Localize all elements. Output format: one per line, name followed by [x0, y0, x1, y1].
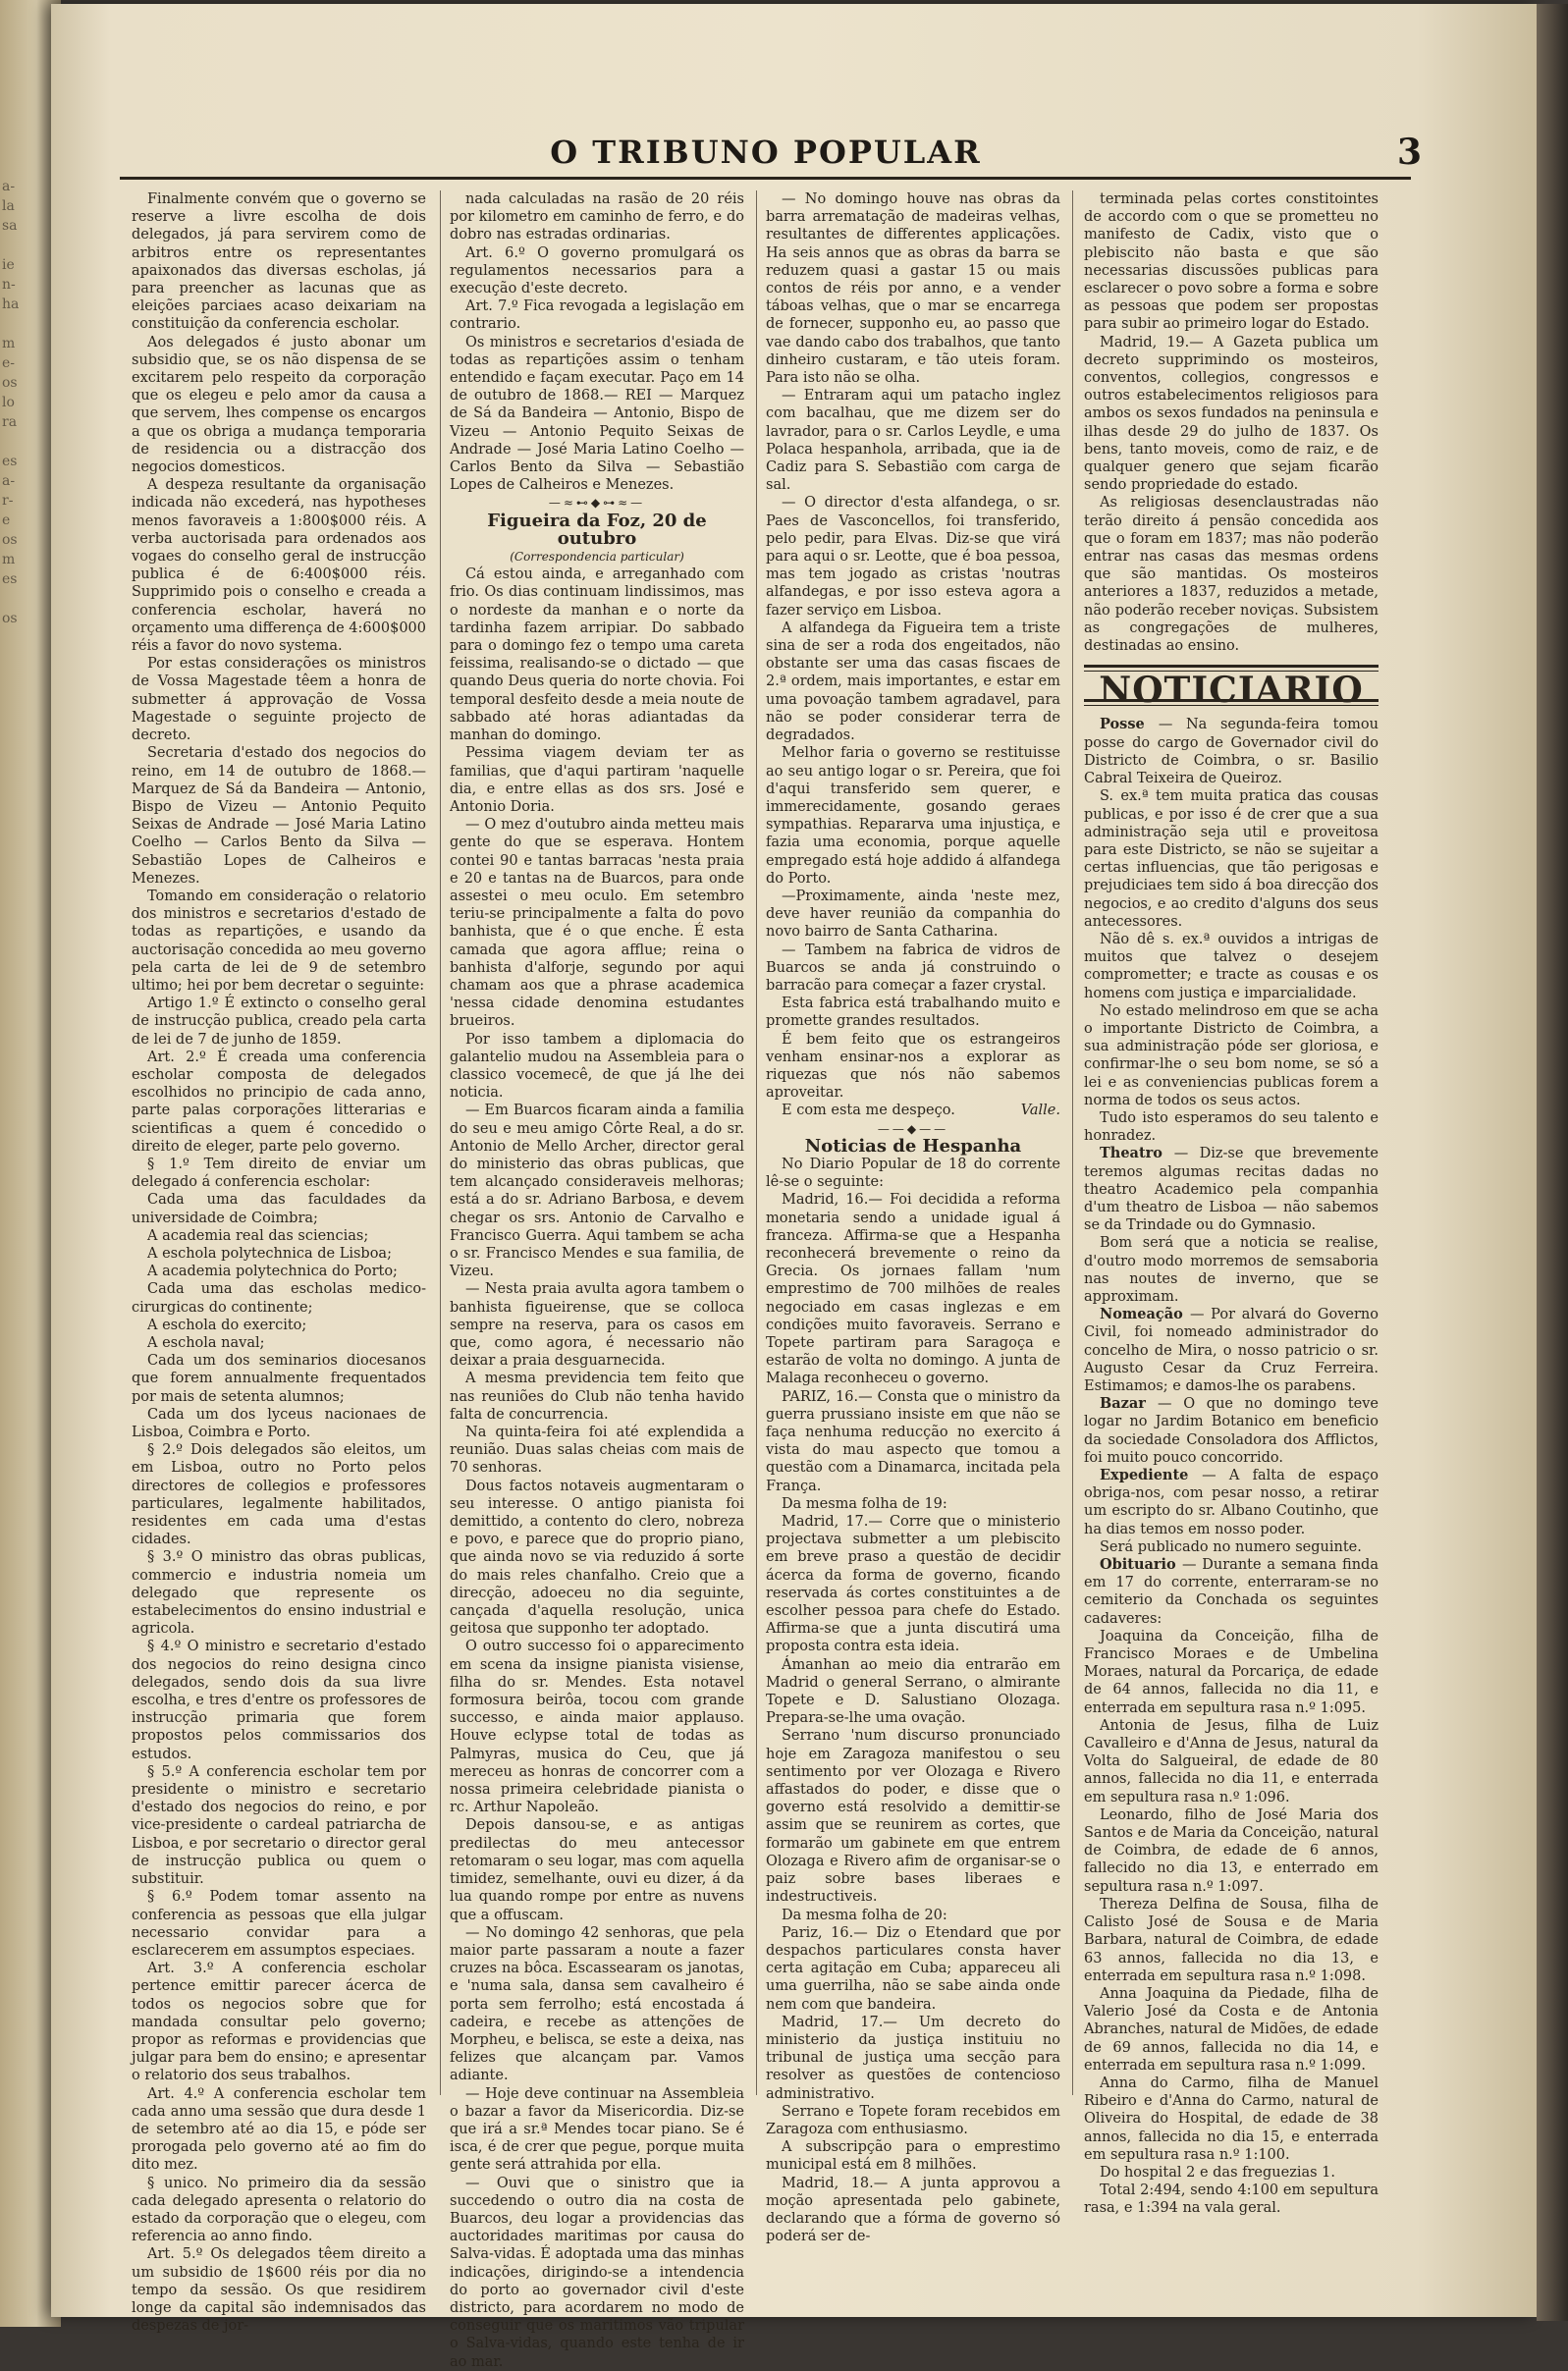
paragraph: Esta fabrica está trabalhando muito e promette grandes resultados.: [766, 996, 1060, 1030]
ornament-divider: —≈⊷◆⊶≈—: [548, 496, 646, 511]
paragraph: — Em Buarcos ficaram ainda a familia do seu e meu amigo Côrte Real, a do sr. Antonio de Mello Archer, director geral do ministerio das obras publicas, que tem alcançado consideraveis melhoras; está a do sr. Adriano Barbosa, e devem chegar os srs. Antonio de Carvalho e Francisco Guerra. Aqui tambem se acha o sr. Francisco Mendes e sua familia, de Vizeu.: [450, 1103, 744, 1280]
paragraph: — Tambem na fabrica de vidros de Buarcos se anda já construindo o barracão para começar a fazer crystal.: [766, 942, 1060, 994]
paragraph: Tomando em consideração o relatorio dos ministros e secretarios d'estado de todas as repartições, e usando da auctorisação concedida ao meu governo pela carta de lei de 9 de setembro ultimo; hei por bem decretar o seguinte:: [132, 888, 426, 994]
newspaper-page: [51, 4, 1537, 2370]
paragraph: — O mez d'outubro ainda metteu mais gente do que se esperava. Hontem contei 90 e tantas barracas 'nesta praia e 20 e tantas na de Buarcos, para onde assestei o meu oculo. Em setembro teriu-se principalmente a falta do povo banhista, que é o que enche. É esta camada que agora afflue; reina o banhista d'alforje, segundo por aqui chamam aos que a phrase academica 'nessa cidade denomina estudantes brueiros.: [450, 817, 744, 1030]
paragraph: O outro successo foi o apparecimento em scena da insigne pianista visiense, filha do sr. Mendes. Esta notavel formosura beirôa, tocou com grande successo, e ainda maior applauso. Houve eclypse total de todas as Palmyras, musica do Ceu, que já mereceu as honras de concorrer com a nossa primeira celebridade pianista o rc. Arthur Napoleão.: [450, 1639, 744, 1816]
paragraph: [766, 1102, 1060, 1119]
news-item: [1084, 2182, 1379, 2217]
paragraph: Por isso tambem a diplomacia do galantelio mudou na Assembleia para o classico vocemecê, de que já lhe dei noticia.: [450, 1031, 744, 1102]
noticiario-heading: NOTICIARIO: [1099, 670, 1364, 712]
paragraph: Serrano 'num discurso pronunciado hoje em Zaragoza manifestou o seu sentimento por ver Olozaga e Rivero affastados do poder, e disse que o governo está resolvido a demittir-se assim que se reunirem as cortes, que formarão um gabinete em que entrem Olozaga e Rivero afim de organisar-se o paiz sobre bases liberaes e indestructiveis.: [766, 1728, 1060, 1906]
paragraph: Melhor faria o governo se restituisse ao seu antigo logar o sr. Pereira, que foi d'aqui transferido sem querer, e immerecidamente, gosando geraes sympathias. Repararva uma injustiça, e fazia uma economia, porque aquelle empregado está hoje addido á alfandega do Porto.: [766, 745, 1060, 887]
paragraph: Dous factos notaveis augmentaram o seu interesse. O antigo pianista foi demittido, a contento do clero, nobreza e povo, e parece que do proprio piano, que ainda novo se via reduzido á sorte do mais reles chanfalho. Creio que a direcção, adoeceu no dia seguinte, cançada d'aquella resolução, unica geitosa que supponho ter adoptado.: [450, 1478, 744, 1638]
news-text: Tudo isto esperamos do seu talento e honradez.: [1084, 1109, 1379, 1145]
news-text: Antonia de Jesus, filha de Luiz Cavalleiro e d'Anna de Jesus, natural da Volta do Salgueiral, de edade de 80 annos, fallecida no dia 11, e enterrada em sepultura rasa n.º 1:096.: [1084, 1717, 1379, 1805]
news-text: — Na segunda-feira tomou posse do cargo de Governador civil do Districto de Coimbra, o sr. Basilio Cabral Teixeira de Queiroz.: [1084, 717, 1379, 787]
paragraph: Art. 2.º É creada uma conferencia escholar composta de delegados escolhidos no principio de cada anno, parte palas corporações litterarias e scientificas a quem é concedido o direito de eleger, parte pelo governo.: [132, 1049, 426, 1155]
news-keyword: Nomeação: [1100, 1306, 1190, 1323]
column-3-body: [766, 190, 1060, 1102]
news-keyword: Obituario: [1100, 1556, 1182, 1574]
paragraph: Secretaria d'estado dos negocios do reino, em 14 de outubro de 1868.— Marquez de Sá da Bandeira — Antonio, Bispo de Vizeu — Antonio Pequito Seixas de Andrade — José Maria Latino Coelho — Carlos Bento da Silva — Sebastião Lopes de Calheiros e Menezes.: [132, 745, 426, 887]
hespanha-heading: Noticias de Hespanha: [804, 1135, 1022, 1157]
paragraph: —Proximamente, ainda 'neste mez, deve haver reunião da companhia do novo bairro de Santa Catharina.: [766, 888, 1060, 941]
news-text: Será publicado no numero seguinte.: [1100, 1538, 1362, 1555]
news-text: Anna do Carmo, filha de Manuel Ribeiro e d'Anna do Carmo, natural de Oliveira do Hospital, de edade de 38 annos, fallecida no dia 15, e enterrada em sepultura rasa n.º 1:100.: [1084, 2075, 1379, 2163]
paragraph: Art. 7.º Fica revogada a legislação em contrario.: [450, 298, 744, 333]
news-item: [1084, 1806, 1379, 1896]
paragraph: Os ministros e secretarios d'esiada de todas as repartições assim o tenham entendido e façam executar. Paço em 14 de outubro de 1868.— REI — Marquez de Sá da Bandeira — Antonio, Bispo de Vizeu — Antonio Pequito Seixas de Andrade — José Maria Latino Coelho — Carlos Bento da Silva — Sebastião Lopes de Calheiros e Menezes.: [450, 334, 744, 494]
news-keyword: Expediente: [1100, 1467, 1203, 1484]
column-4-body: [1084, 190, 1379, 655]
news-text: Do hospital 2 e das freguezias 1.: [1100, 2164, 1336, 2181]
column-1: [132, 190, 426, 2335]
paragraph: Cada uma das escholas medico-cirurgicas do continente;: [132, 1281, 426, 1316]
news-text: — Por alvará do Governo Civil, foi nomeado administrador do concelho de Mira, o nosso patricio o sr. Augusto Cesar da Cruz Ferreira. Estimamos; e damos-lhe os parabens.: [1084, 1307, 1379, 1394]
news-text: — A falta de espaço obriga-nos, com pesar nosso, a retirar um escripto do sr. Albano Coutinho, que ha dias temos em nosso poder.: [1084, 1468, 1379, 1537]
news-text: Leonardo, filho de José Maria dos Santos e de Maria da Conceição, natural de Coimbra, de edade de 6 annos, fallecido no dia 13, e enterrado em sepultura rasa n.º 1:097.: [1084, 1806, 1379, 1895]
paragraph: Finalmente convém que o governo se reserve a livre escolha de dois delegados, já para servirem como de arbitros entre os representantes apaixonados das diversas escholas, já para preencher as lacunas que as eleições parciaes acaso deixariam na constituição da conferencia escholar.: [132, 191, 426, 333]
news-item: [1084, 1717, 1379, 1806]
paragraph: nada calculadas na rasão de 20 réis por kilometro em caminho de ferro, e do dobro nas estradas ordinarias.: [450, 191, 744, 243]
paragraph: Depois dansou-se, e as antigas predilectas do meu antecessor retomaram o seu logar, mas com aquella timidez, semelhante, ouvi eu dizer, á da lua quando rompe por entre as nuvens que a offuscam.: [450, 1817, 744, 1923]
page-number: 3: [1396, 132, 1422, 173]
news-item: [1084, 1985, 1379, 2075]
paragraph: Artigo 1.º É extincto o conselho geral de instrucção publica, creado pela carta de lei de 7 de junho de 1859.: [132, 996, 426, 1048]
paragraph: Madrid, 18.— A junta approvou a moção apresentada pelo gabinete, declarando que a fórma de governo só poderá ser de-: [766, 2175, 1060, 2245]
news-text: Não dê s. ex.ª ouvidos a intrigas de muitos que talvez o desejem comprometter; e tracte as cousas e os homens com justiça e imparcialidade.: [1084, 931, 1379, 1001]
column-divider: [440, 190, 441, 2095]
news-item: [1084, 716, 1379, 787]
paragraph: Por estas considerações os ministros de Vossa Magestade têem a honra de submetter á approvação de Vossa Magestade o seguinte projecto de decreto.: [132, 656, 426, 744]
signature: Valle.: [1020, 1103, 1060, 1119]
column-4: [1084, 190, 1379, 2217]
noticiario-body: [1084, 716, 1379, 2217]
paragraph: Na quinta-feira foi até explendida a reunião. Duas salas cheias com mais de 70 senhoras.: [450, 1425, 744, 1477]
page-edge: [1537, 4, 1568, 2321]
paragraph: No Diario Popular de 18 do corrente lê-se o seguinte:: [766, 1156, 1060, 1191]
paragraph: Da mesma folha de 20:: [782, 1907, 947, 1923]
paragraph: Art. 3.º A conferencia escholar pertence emittir parecer ácerca de todos os negocios sobre que for mandada consultar pelo governo; propor as reformas e providencias que julgar para bem do ensino; e apresentar o relatorio dos seus trabalhos.: [132, 1961, 426, 2084]
column-2-body: [450, 744, 744, 2370]
signoff: E com esta me despeço.: [782, 1103, 955, 1119]
paragraph: A alfandega da Figueira tem a triste sina de ser a roda dos engeitados, não obstante ser uma das casas fiscaes de 2.ª ordem, mais importantes, e estar em uma povoação tambem agradavel, para não se poder considerar terra de degradados.: [766, 620, 1060, 744]
paragraph: A eschola do exercito;: [147, 1317, 307, 1333]
paragraph: A despeza resultante da organisação indicada não excederá, nas hypotheses menos favoraveis a 1:800$000 réis. A verba auctorisada para ordenados aos vogaes do conselho geral de instrucção publica é de 6:400$000 réis. Supprimido pois o conselho e creada a conferencia escholar, haverá no orçamento uma differença de 4:600$000 réis a favor do novo systema.: [132, 477, 426, 655]
figueira-subheading: (Correspondencia particular): [510, 550, 684, 565]
paragraph: É bem feito que os estrangeiros venham ensinar-nos a explorar as riquezas que nós não sabemos aproveitar.: [766, 1031, 1060, 1102]
news-text: Anna Joaquina da Piedade, filha de Valerio José da Costa e de Antonia Abranches, natural de Midões, de edade de 69 annos, fallecida no dia 14, e enterrada em sepultura rasa n.º 1:099.: [1084, 1985, 1379, 2074]
paragraph: Ámanhan ao meio dia entrarão em Madrid o general Serrano, o almirante Topete e D. Salustiano Olozaga. Prepara-se-lhe uma ovação.: [766, 1656, 1060, 1727]
paragraph: § 5.º A conferencia escholar tem por presidente o ministro e secretario d'estado dos negocios do reino, e por vice-presidente o cardeal patriarcha de Lisboa, e por secretario o director geral de instrucção publica ou quem o substituir.: [132, 1763, 426, 1888]
news-text: — Diz-se que brevemente teremos algumas recitas dadas no theatro Academico pela companhia d'um theatro de Lisboa — não sabemos se da Trindade ou do Gymnasio.: [1084, 1146, 1379, 1234]
paragraph: Art. 6.º O governo promulgará os regulamentos necessarios para a execução d'este decreto.: [450, 244, 744, 297]
paragraph: A subscripção para o emprestimo municipal está em 8 milhões.: [766, 2139, 1060, 2174]
news-text: — O que no domingo teve logar no Jardim Botanico em beneficio da sociedade Consoladora dos Afflictos, foi muito pouco concorrido.: [1084, 1396, 1379, 1466]
paragraph: — Nesta praia avulta agora tambem o banhista figueirense, que se colloca sempre na reserva, para os casos em que, como agora, é necessario não deixar a praia desguarnecida.: [450, 1281, 744, 1370]
paragraph: Madrid, 19.— A Gazeta publica um decreto supprimindo os mosteiros, conventos, collegios, congressos e outros estabelecimentos religiosos para ambos os sexos fundados na peninsula e ilhas desde 29 do julho de 1837. Os bens, tanto moveis, como de raiz, e de qualquer genero que sejam ficarão sendo propriedade do estado.: [1084, 334, 1379, 494]
paragraph: — No domingo 42 senhoras, que pela maior parte passaram a noute a fazer cruzes na bôca. Escassearam os janotas, e 'numa sala, dansa sem cavalheiro é porta sem ferrolho; está encostada á cadeira, e recebe as attenções de Morpheu, e belisca, se este a deixa, nas felizes que alcançam par. Vamos adiante.: [450, 1924, 744, 2084]
news-item: [1084, 1109, 1379, 1145]
news-item: [1084, 1306, 1379, 1395]
news-item: [1084, 1395, 1379, 1467]
paragraph: § 3.º O ministro das obras publicas, commercio e industria nomeia um delegado que represente os estabelecimentos do ensino industrial e agricola.: [132, 1549, 426, 1638]
news-keyword: Bazar: [1100, 1395, 1159, 1413]
column-2: [450, 190, 744, 2370]
news-item: [1084, 1234, 1379, 1306]
paragraph: Pessima viagem deviam ter as familias, que d'aqui partiram 'naquelle dia, e entre ellas as dos srs. José e Antonio Doria.: [450, 745, 744, 815]
news-text: — Durante a semana finda em 17 do corrente, enterraram-se no cemiterio da Conchada os seguintes cadaveres:: [1084, 1557, 1379, 1627]
news-text: Total 2:494, sendo 4:100 em sepultura rasa, e 1:394 na vala geral.: [1084, 2182, 1379, 2217]
news-text: No estado melindroso em que se acha o importante Districto de Coimbra, a sua administração póde ser gloriosa, e confirmar-lhe o seu bom nome, se só a lei e as conveniencias publicas forem a norma de todos os seus actos.: [1084, 1002, 1379, 1108]
paragraph: § unico. No primeiro dia da sessão cada delegado apresenta o relatorio do estado da corporação que o elegeu, com referencia ao anno findo.: [132, 2175, 426, 2245]
paragraph: — Entraram aqui um patacho inglez com bacalhau, que me dizem ser do lavrador, para o sr. Carlos Leydle, e uma Polaca hespanhola, arribada, que ia de Cadiz para S. Sebastião com carga de sal.: [766, 388, 1060, 494]
paragraph: Cada um dos lyceus nacionaes de Lisboa, Coimbra e Porto.: [132, 1406, 426, 1441]
column-2-decree-end: [450, 190, 744, 494]
paragraph: As religiosas desenclaustradas não terão direito á pensão concedida aos que o foram em 1837; mas não poderão entrar nas casas das mesmas ordens que são mantidas. Os mosteiros anteriores a 1837, reduzidos a metade, não poderão receber noviças. Subsistem as congregações de mulheres, destinadas ao ensino.: [1084, 495, 1379, 655]
news-item: [1084, 2164, 1379, 2182]
paragraph: § 4.º O ministro e secretario d'estado dos negocios do reino designa cinco delegados, sendo dois da sua livre escolha, e tres d'entre os professores de instrucção primaria que forem propostos pelos commissarios dos estudos.: [132, 1639, 426, 1762]
news-item: [1084, 1556, 1379, 1628]
ornament-divider: ——◆——: [877, 1121, 949, 1136]
paragraph: Madrid, 16.— Foi decidida a reforma monetaria sendo a unidade igual á franceza. Affirma-se que a Hespanha reconhecerá brevemente o reino da Grecia. Os jornaes fallam 'num emprestimo de 700 milhões de reales negociado em casas inglezas e em condições muito favoraveis. Serrano e Topete partiram para Saragoça e estarão de volta no domingo. A junta de Malaga reconheceu o governo.: [766, 1192, 1060, 1387]
paragraph: — O director d'esta alfandega, o sr. Paes de Vasconcellos, foi transferido, pelo pedir, para Elvas. Diz-se que virá para aqui o sr. Leotte, que é boa pessoa, mas tem jogado as cristas 'noutras alfandegas, e por isso esteva agora a fazer serviço em Lisboa.: [766, 495, 1060, 619]
column-3: [766, 190, 1060, 2245]
news-item: [1084, 1538, 1379, 1556]
news-item: [1084, 2075, 1379, 2164]
paragraph: A mesma previdencia tem feito que nas reuniões do Club não tenha havido falta de concurrencia.: [450, 1371, 744, 1423]
news-text: Joaquina da Conceição, filha de Francisco Moraes e de Umbelina Moraes, natural da Porcariça, de edade de 64 annos, fallecida no dia 11, e enterrada em sepultura rasa n.º 1:095.: [1084, 1628, 1379, 1716]
news-item: [1084, 1628, 1379, 1717]
hespanha-news-body: [766, 1156, 1060, 2245]
news-text: S. ex.ª tem muita pratica das cousas publicas, e por isso é de crer que a sua administração seja util e proveitosa para este Districto, se não se sujeitar a certas influencias, que tão perigosas e prejudiciaes tem sido á boa direcção dos negocios, e ao credito d'alguns dos seus antecessores.: [1084, 788, 1379, 930]
paragraph: — Hoje deve continuar na Assembleia o bazar a favor da Misericordia. Diz-se que irá a sr.ª Mendes tocar piano. Se é isca, é de crer que pegue, porque muita gente será attrahida por ella.: [450, 2085, 744, 2174]
news-item: [1084, 931, 1379, 1002]
paragraph: Pariz, 16.— Diz o Etendard que por despachos particulares consta haver certa agitação em Cuba; appareceu ali uma guerrilha, não se sabe ainda onde nem com que bandeira.: [766, 1924, 1060, 2013]
paragraph: § 2.º Dois delegados são eleitos, um em Lisboa, outro no Porto pelos directores de collegios e professores particulares, legalmente habilitados, residentes em cada uma d'estas cidades.: [132, 1442, 426, 1548]
paragraph: — Ouvi que o sinistro que ia succedendo o outro dia na costa de Buarcos, deu logar a providencias das auctoridades maritimas por causa do Salva-vidas. É adoptada uma das minhas indicações, dirigindo-se a intendencia do porto ao governador civil d'este districto, para acordarem no modo de conseguir que os maritimos vão tripular o Salva-vidas, quando este tenha de ir ao mar.: [450, 2175, 744, 2370]
paragraph: terminada pelas cortes constitointes de accordo com o que se prometteu no manifesto de Cadix, visto que o plebiscito não basta e que são necessarias discussões publicas para esclarecer o povo sobre a forma e sobre as pessoas que podem ser propostas para subir ao primeiro logar do Estado.: [1084, 191, 1379, 333]
paragraph: Cada um dos seminarios diocesanos que forem annualmente frequentados por mais de setenta alumnos;: [132, 1353, 426, 1405]
paragraph: Serrano e Topete foram recebidos em Zaragoza com enthusiasmo.: [766, 2103, 1060, 2137]
column-divider: [756, 190, 757, 2095]
news-text: Bom será que a noticia se realise, d'outro modo morremos de semsaboria nas noutes de inverno, que se approximam.: [1084, 1235, 1379, 1305]
news-keyword: Posse: [1100, 716, 1159, 733]
paragraph: A academia polytechnica do Porto;: [147, 1264, 398, 1280]
paragraph: Cá estou ainda, e arreganhado com frio. Os dias continuam lindissimos, mas o nordeste da manhan e o norte da tardinha fazem arripiar. Do sabbado para o domingo fez o tempo uma careta feissima, realisando-se o dictado — que quando Deus queria do norte chovia. Foi temporal desfeito desde a meia noute de sabbado até horas adiantadas da manhan do domingo.: [450, 566, 744, 744]
news-item: [1084, 1002, 1379, 1109]
paragraph: PARIZ, 16.— Consta que o ministro da guerra prussiano insiste em que não se faça nenhuma reducção no exercito á vista do mau aspecto que tomou a questão com a Dinamarca, incitada pela França.: [766, 1388, 1060, 1494]
header-rule: [120, 177, 1411, 180]
paragraph: § 6.º Podem tomar assento na conferencia as pessoas que ella julgar necessario convidar para a esclarecerem em assumptos especiaes.: [132, 1889, 426, 1959]
newspaper-title: O TRIBUNO POPULAR: [550, 134, 982, 171]
column-1-body: [132, 190, 426, 2335]
figueira-heading: Figueira da Foz, 20 de outubro: [487, 510, 707, 549]
news-item: [1084, 1467, 1379, 1538]
paragraph: A eschola naval;: [147, 1335, 265, 1351]
paragraph: Madrid, 17.— Corre que o ministerio projectava submetter a um plebiscito em breve praso a questão de decidir ácerca da forma de governo, ficando reservada ás cortes constituintes a de escolher pessoa para chefe do Estado. Affirma-se que a junta discutirá uma proposta contra esta ideia.: [766, 1514, 1060, 1655]
news-item: [1084, 787, 1379, 931]
paragraph: A eschola polytechnica de Lisboa;: [147, 1245, 392, 1262]
paragraph: Art. 5.º Os delegados têem direito a um subsidio de 1$600 réis por dia no tempo da sessão. Os que residirem longe da capital são indemnisados das despezas de jor-: [132, 2246, 426, 2335]
news-keyword: Theatro: [1100, 1145, 1174, 1162]
paragraph: Da mesma folha de 19:: [782, 1495, 947, 1512]
news-item: [1084, 1896, 1379, 1985]
paragraph: — No domingo houve nas obras da barra arrematação de madeiras velhas, resultantes de differentes applicações. Ha seis annos que as obras da barra se reduzem quasi a gastar 15 ou mais contos de réis por anno, e a vender táboas velhas, que o mar se encarrega de fornecer, supponho eu, ao passo que vae dando cabo dos trabalhos, que tanto dinheiro custaram, e tão uteis foram. Para isto não se olha.: [766, 191, 1060, 387]
column-divider: [1072, 190, 1073, 2095]
paragraph: Aos delegados é justo abonar um subsidio que, se os não dispensa de se excitarem pelo respeito da corporação que os elegeu e pelo amor da causa a que servem, lhes compense os encargos a que os obriga a mudança temporaria de residencia ou a distracção dos negocios domesticos.: [132, 334, 426, 476]
previous-page-text: a- la sa ie n- ha m e- os lo ra es a- r- e os m es os: [2, 179, 20, 626]
paragraph: Cada uma das faculdades da universidade de Coimbra;: [132, 1192, 426, 1226]
paragraph: Art. 4.º A conferencia escholar tem cada anno uma sessão que dura desde 1 de setembro até ao dia 15, e póde ser prorogada pelo governo até ao fim do dito mez.: [132, 2085, 426, 2174]
news-item: [1084, 1145, 1379, 1234]
page-header: [128, 130, 1422, 175]
paragraph: § 1.º Tem direito de enviar um delegado á conferencia escholar:: [132, 1156, 426, 1191]
paragraph: Madrid, 17.— Um decreto do ministerio da justiça instituiu no tribunal de justiça uma secção para resolver as questões de contencioso administrativo.: [766, 2014, 1060, 2102]
news-text: Thereza Delfina de Sousa, filha de Calisto José de Sousa e de Maria Barbara, natural de Coimbra, de edade 63 annos, fallecida no dia 13, e enterrada em sepultura rasa n.º 1:098.: [1084, 1896, 1379, 1984]
paragraph: A academia real das sciencias;: [147, 1227, 369, 1244]
